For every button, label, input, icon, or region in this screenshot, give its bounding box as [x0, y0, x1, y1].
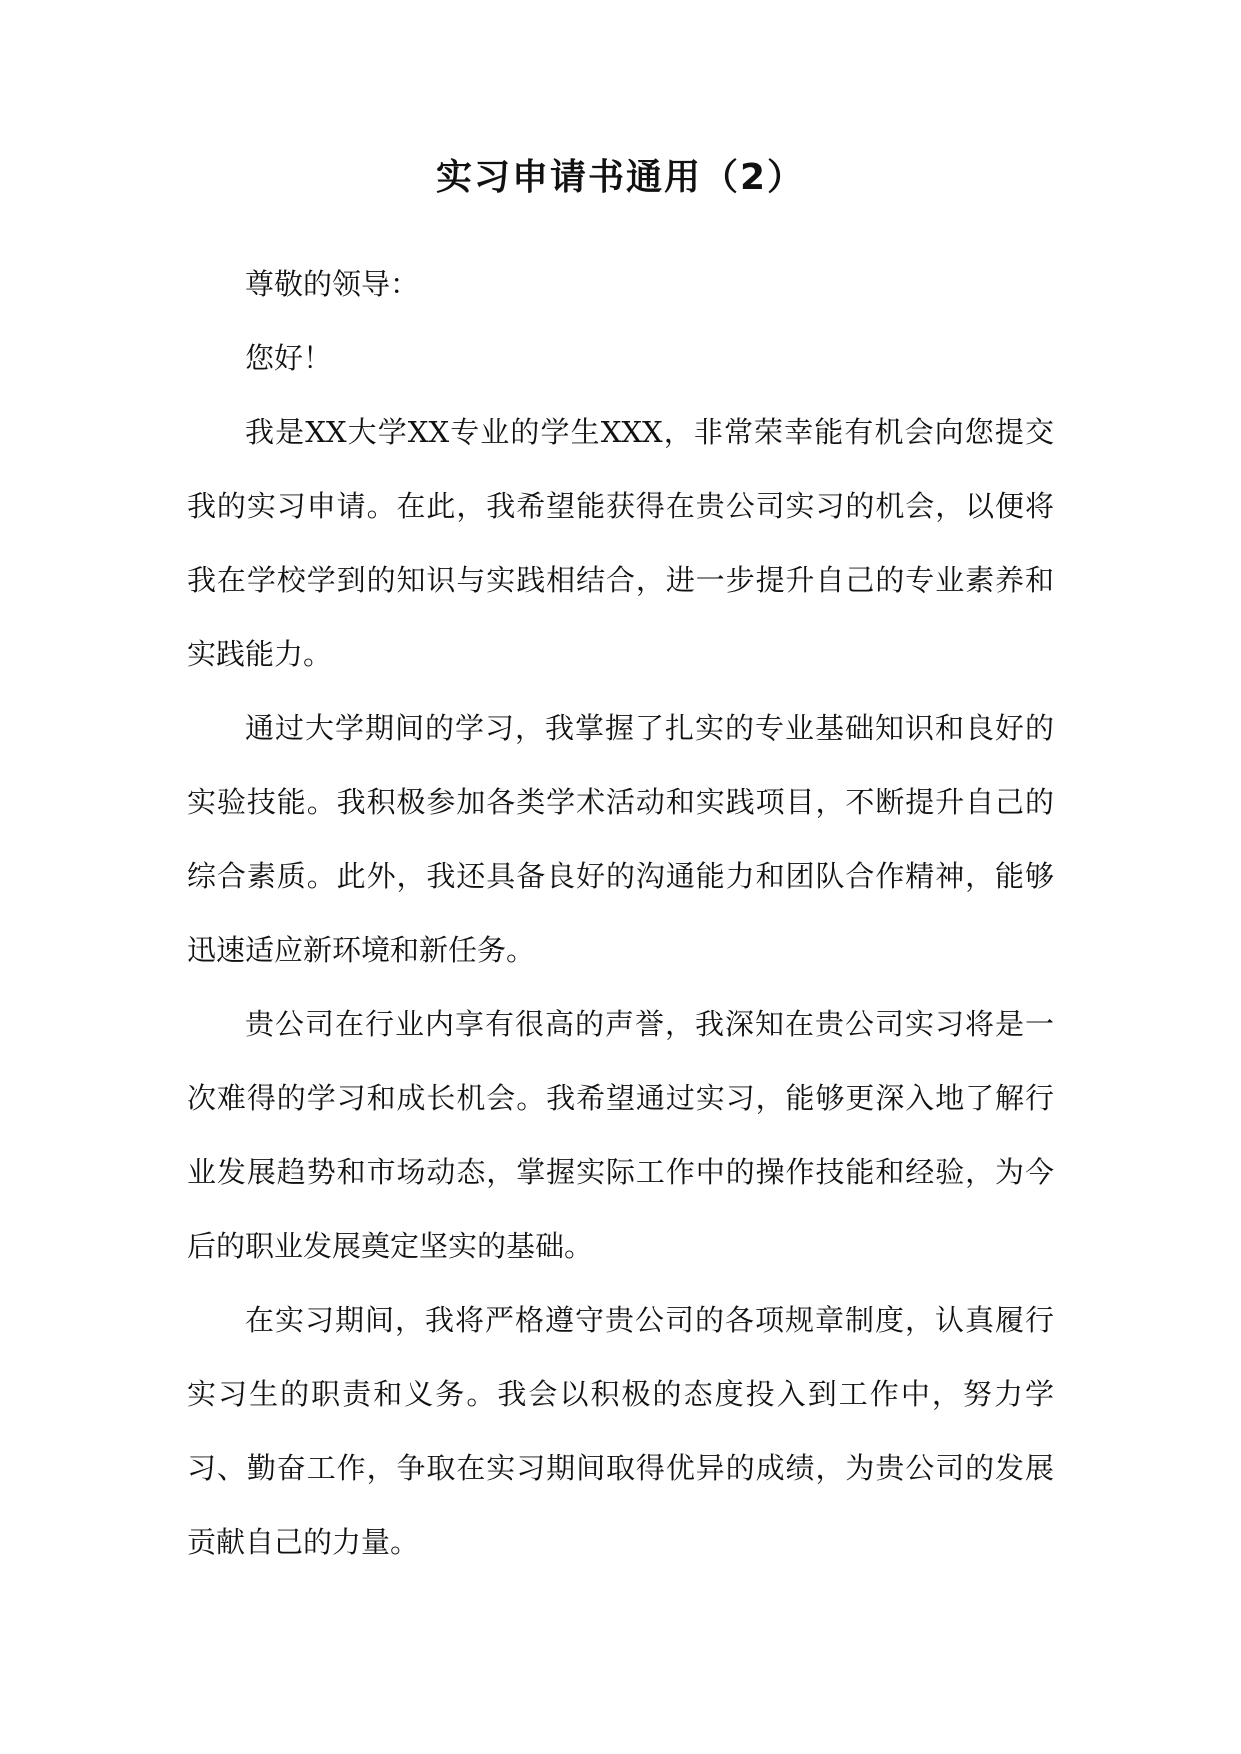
paragraph-motivation: 贵公司在行业内享有很高的声誉，我深知在贵公司实习将是一次难得的学习和成长机会。我希望通过实习，能够更深入地了解行业发展趋势和市场动态，掌握实际工作中的操作技能和经验，为今后的职业发展奠定坚实的基础。: [187, 1007, 1054, 1263]
document-title: 实习申请书通用（2）: [435, 157, 806, 198]
greeting: 您好！: [245, 341, 333, 375]
document-body: [187, 247, 1054, 1579]
paragraph-skills: 通过大学期间的学习，我掌握了扎实的专业基础知识和良好的实验技能。我积极参加各类学术活动和实践项目，不断提升自己的综合素质。此外，我还具备良好的沟通能力和团队合作精神，能够迅速适应新环境和新任务。: [187, 711, 1054, 967]
paragraph-commitment: 在实习期间，我将严格遵守贵公司的各项规章制度，认真履行实习生的职责和义务。我会以积极的态度投入到工作中，努力学习、勤奋工作，争取在实习期间取得优异的成绩，为贵公司的发展贡献自己的力量。: [187, 1303, 1054, 1559]
paragraph-introduction: 我是XX大学XX专业的学生XXX，非常荣幸能有机会向您提交我的实习申请。在此，我希望能获得在贵公司实习的机会，以便将我在学校学到的知识与实践相结合，进一步提升自己的专业素养和实践能力。: [187, 415, 1054, 671]
salutation: 尊敬的领导：: [245, 267, 420, 301]
